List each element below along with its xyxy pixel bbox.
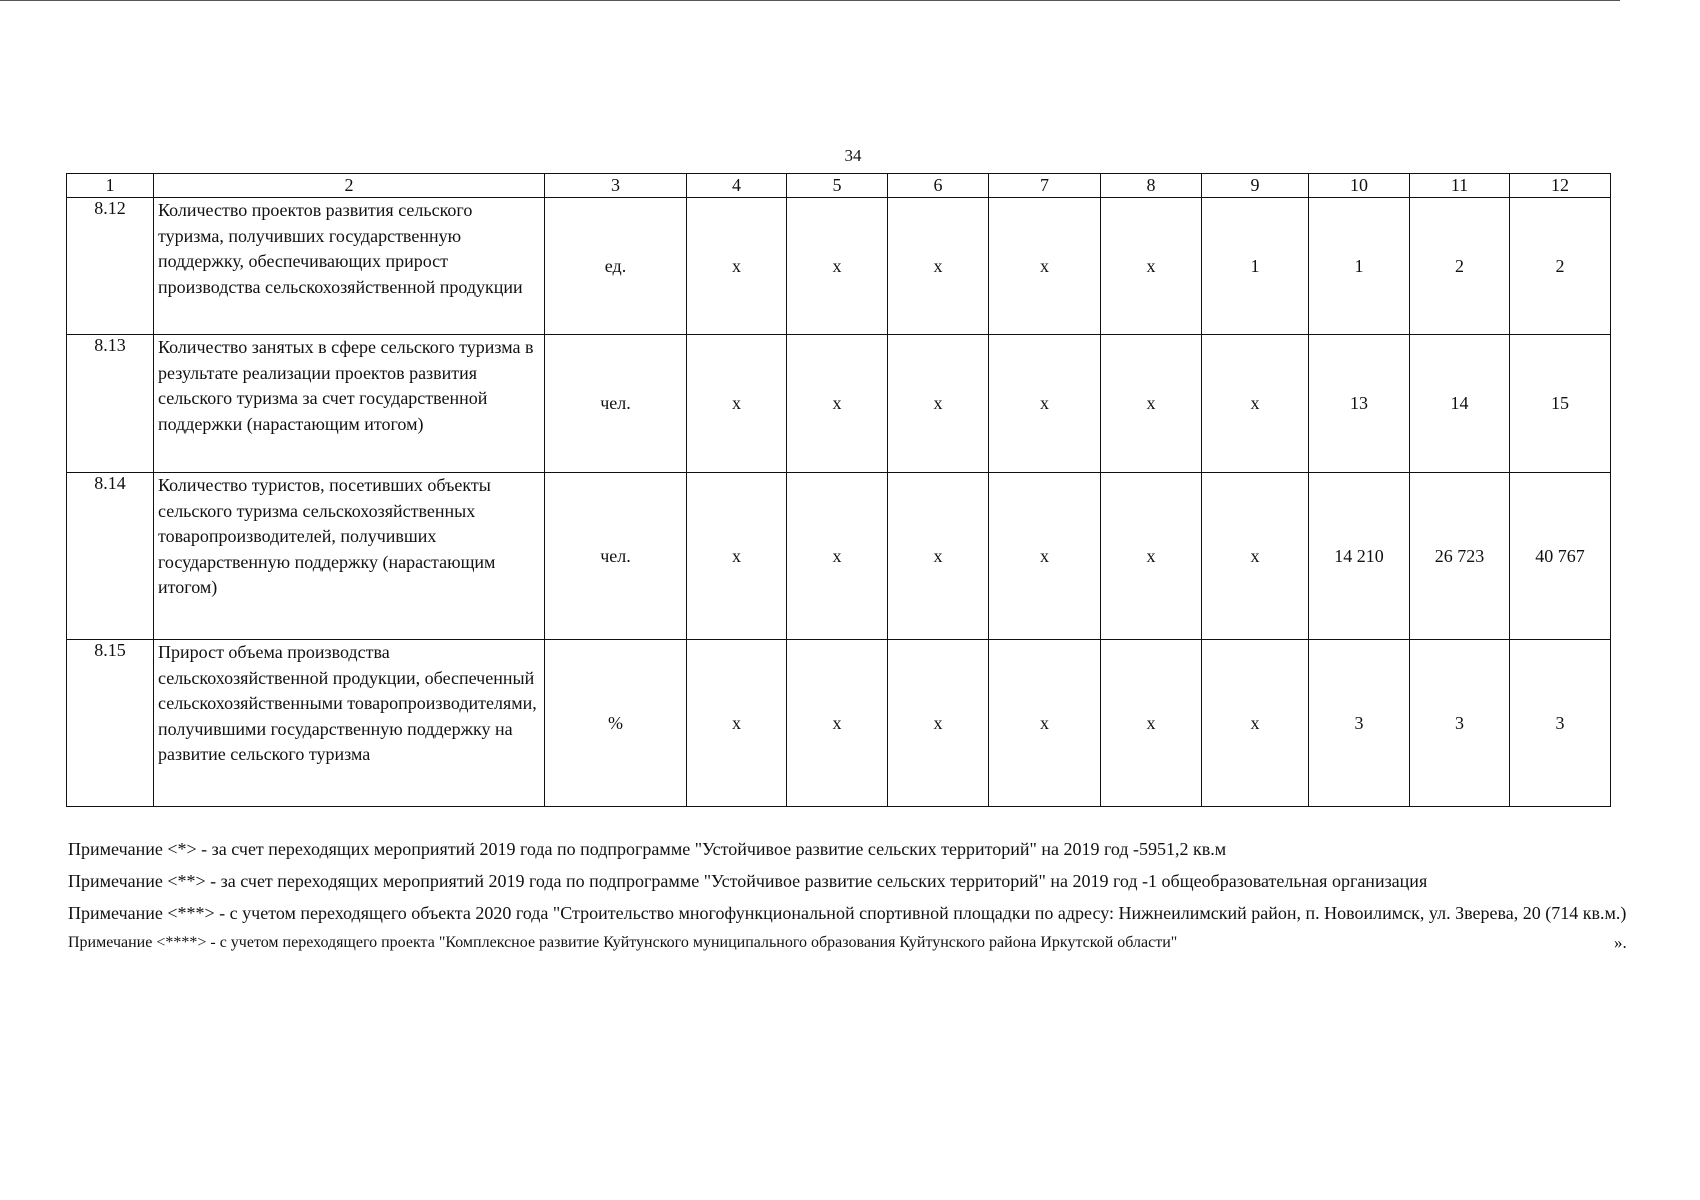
value-cell: х <box>1101 473 1202 640</box>
value-cell: 2 <box>1510 198 1611 335</box>
value-cell: х <box>1202 473 1309 640</box>
value-cell: 2 <box>1410 198 1510 335</box>
indicator-name: Прирост объема производства сельскохозяйственной продукции, обеспеченный сельскохозяйственными товаропроизводителями, получившими государственную поддержку на развитие сельского туризма <box>154 640 545 807</box>
value-cell: х <box>1101 198 1202 335</box>
table-row <box>67 473 1611 640</box>
value-cell: 3 <box>1410 640 1510 807</box>
indicator-name: Количество проектов развития сельского туризма, получивших государственную поддержку, обеспечивающих прирост производства сельскохозяйственной продукции <box>154 198 545 335</box>
value-cell: 1 <box>1202 198 1309 335</box>
unit-cell: чел. <box>545 473 687 640</box>
closing-quote: ». <box>1614 933 1627 952</box>
row-number: 8.14 <box>67 473 154 640</box>
value-cell: х <box>989 640 1101 807</box>
value-cell: х <box>687 640 787 807</box>
value-cell: 26 723 <box>1410 473 1510 640</box>
header-cell: 12 <box>1510 174 1611 198</box>
header-cell: 6 <box>888 174 989 198</box>
row-number: 8.15 <box>67 640 154 807</box>
header-cell: 10 <box>1309 174 1410 198</box>
note-2: Примечание <**> - за счет переходящих мероприятий 2019 года по подпрограмме "Устойчивое развитие сельских территорий" на 2019 год -1 общеобразовательная организация <box>68 871 1428 891</box>
scan-edge-line <box>0 0 1620 1</box>
note-1: Примечание <*> - за счет переходящих мероприятий 2019 года по подпрограмме "Устойчивое развитие сельских территорий" на 2019 год -5951,2 кв.м <box>68 839 1227 859</box>
value-cell: х <box>787 640 888 807</box>
table-row <box>67 198 1611 335</box>
value-cell: х <box>989 198 1101 335</box>
unit-cell: чел. <box>545 335 687 473</box>
header-cell: 7 <box>989 174 1101 198</box>
table-row <box>67 640 1611 807</box>
value-cell: х <box>687 473 787 640</box>
value-cell: 40 767 <box>1510 473 1611 640</box>
value-cell: х <box>1101 640 1202 807</box>
header-cell: 5 <box>787 174 888 198</box>
value-cell: х <box>787 473 888 640</box>
value-cell: х <box>1202 335 1309 473</box>
value-cell: 14 <box>1410 335 1510 473</box>
value-cell: х <box>888 198 989 335</box>
value-cell: 15 <box>1510 335 1611 473</box>
note-3: Примечание <***> - с учетом переходящего объекта 2020 года "Строительство многофункциональной спортивной площадки по адресу: Нижнеилимский район, п. Новоилимск, ул. Зверева, 20 (714 кв.м.) <box>68 903 1627 923</box>
header-cell: 4 <box>687 174 787 198</box>
header-cell: 1 <box>67 174 154 198</box>
value-cell: 13 <box>1309 335 1410 473</box>
indicator-name: Количество занятых в сфере сельского туризма в результате реализации проектов развития сельского туризма за счет государственной поддержки (нарастающим итогом) <box>154 335 545 473</box>
value-cell: х <box>687 198 787 335</box>
table-row <box>67 335 1611 473</box>
value-cell: х <box>787 198 888 335</box>
indicator-name: Количество туристов, посетивших объекты сельского туризма сельскохозяйственных товаропроизводителей, получивших государственную поддержку (нарастающим итогом) <box>154 473 545 640</box>
value-cell: х <box>888 335 989 473</box>
value-cell: х <box>989 335 1101 473</box>
value-cell: х <box>1202 640 1309 807</box>
header-cell: 2 <box>154 174 545 198</box>
notes-section <box>68 837 1628 953</box>
value-cell: х <box>888 473 989 640</box>
value-cell: х <box>687 335 787 473</box>
value-cell: х <box>787 335 888 473</box>
value-cell: 1 <box>1309 198 1410 335</box>
value-cell: 14 210 <box>1309 473 1410 640</box>
value-cell: х <box>989 473 1101 640</box>
header-cell: 11 <box>1410 174 1510 198</box>
page-number: 34 <box>844 146 862 165</box>
header-cell: 8 <box>1101 174 1202 198</box>
header-cell: 3 <box>545 174 687 198</box>
unit-cell: % <box>545 640 687 807</box>
value-cell: 3 <box>1510 640 1611 807</box>
unit-cell: ед. <box>545 198 687 335</box>
note-4-line <box>68 933 1628 953</box>
note-4: Примечание <****> - с учетом переходящего проекта "Комплексное развитие Куйтунского муниципального образования Куйтунского района Иркутской области" <box>68 934 1178 951</box>
value-cell: х <box>888 640 989 807</box>
value-cell: х <box>1101 335 1202 473</box>
row-number: 8.12 <box>67 198 154 335</box>
indicators-table <box>66 173 1611 807</box>
row-number: 8.13 <box>67 335 154 473</box>
header-row <box>67 174 1611 198</box>
value-cell: 3 <box>1309 640 1410 807</box>
header-cell: 9 <box>1202 174 1309 198</box>
